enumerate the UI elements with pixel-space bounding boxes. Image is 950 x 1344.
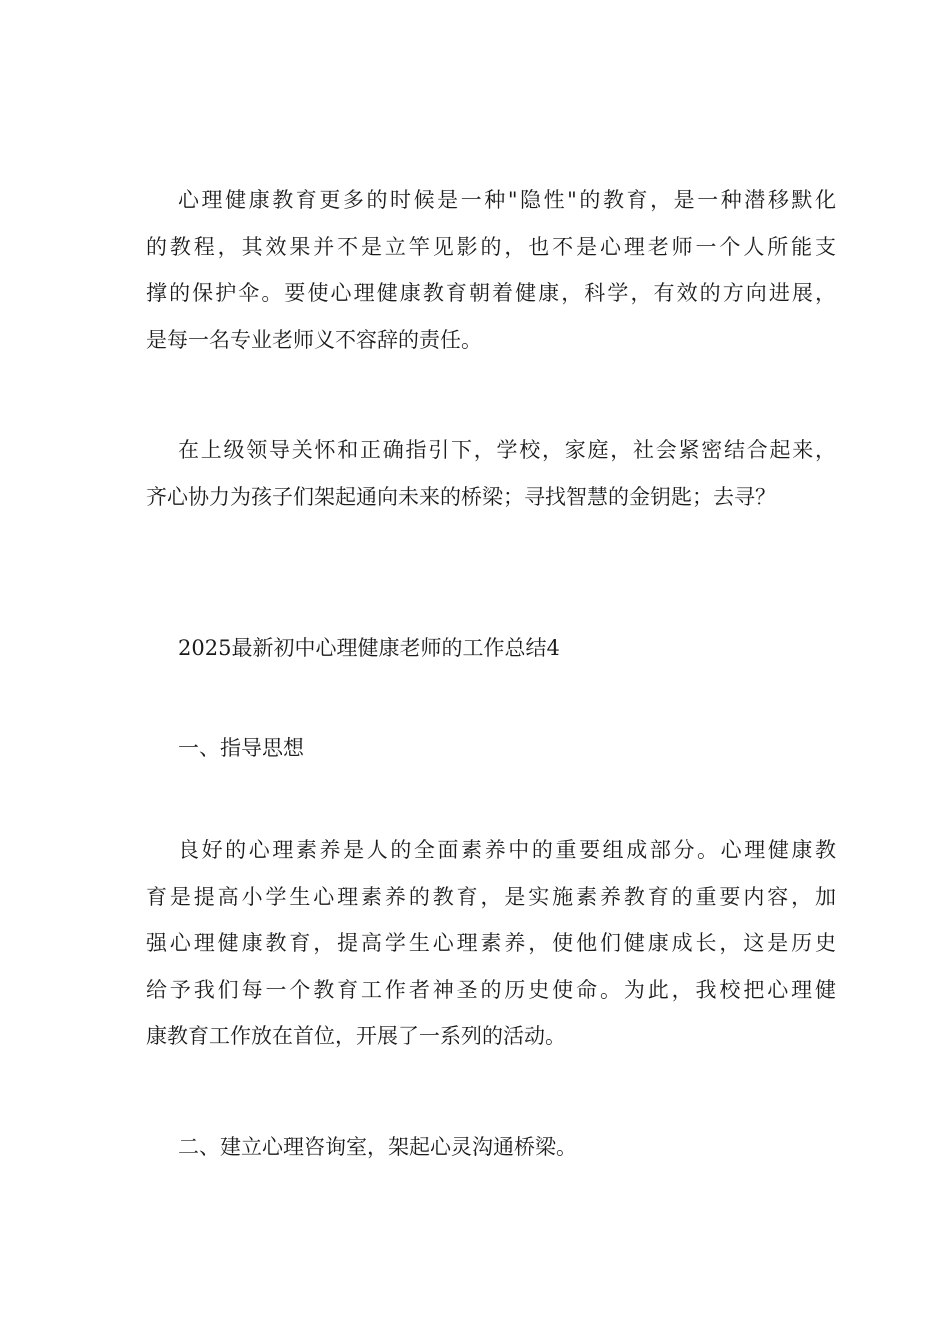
section-title: 2025最新初中心理健康老师的工作总结4 [178,636,560,660]
heading-guiding-thought: 一、指导思想 [178,736,304,760]
paragraph-3-line: 强心理健康教育，提高学生心理素养，使他们健康成长，这是历史 [146,931,836,955]
paragraph-3-line: 给予我们每一个教育工作者神圣的历史使命。为此，我校把心理健 [146,977,836,1002]
paragraph-1 [146,177,836,363]
paragraph-1-line: 的教程，其效果并不是立竿见影的，也不是心理老师一个人所能支 [146,234,836,259]
paragraph-2 [146,427,836,520]
paragraph-3-line: 育是提高小学生心理素养的教育，是实施素养教育的重要内容，加 [146,884,836,909]
paragraph-3-line: 良好的心理素养是人的全面素养中的重要组成部分。心理健康教 [178,838,836,862]
paragraph-1-line: 心理健康教育更多的时候是一种"隐性"的教育，是一种潜移默化 [178,188,836,212]
paragraph-3-line: 康教育工作放在首位，开展了一系列的活动。 [146,1024,566,1048]
paragraph-3 [146,827,836,1060]
heading-counseling-room: 二、建立心理咨询室，架起心灵沟通桥梁。 [178,1135,577,1159]
paragraph-1-line: 撑的保护伞。要使心理健康教育朝着健康，科学，有效的方向进展， [146,281,836,305]
paragraph-2-line: 在上级领导关怀和正确指引下，学校，家庭，社会紧密结合起来， [178,438,836,462]
paragraph-1-line: 是每一名专业老师义不容辞的责任。 [146,327,482,352]
paragraph-2-line: 齐心协力为孩子们架起通向未来的桥梁；寻找智慧的金钥匙；去寻？ [146,484,776,509]
